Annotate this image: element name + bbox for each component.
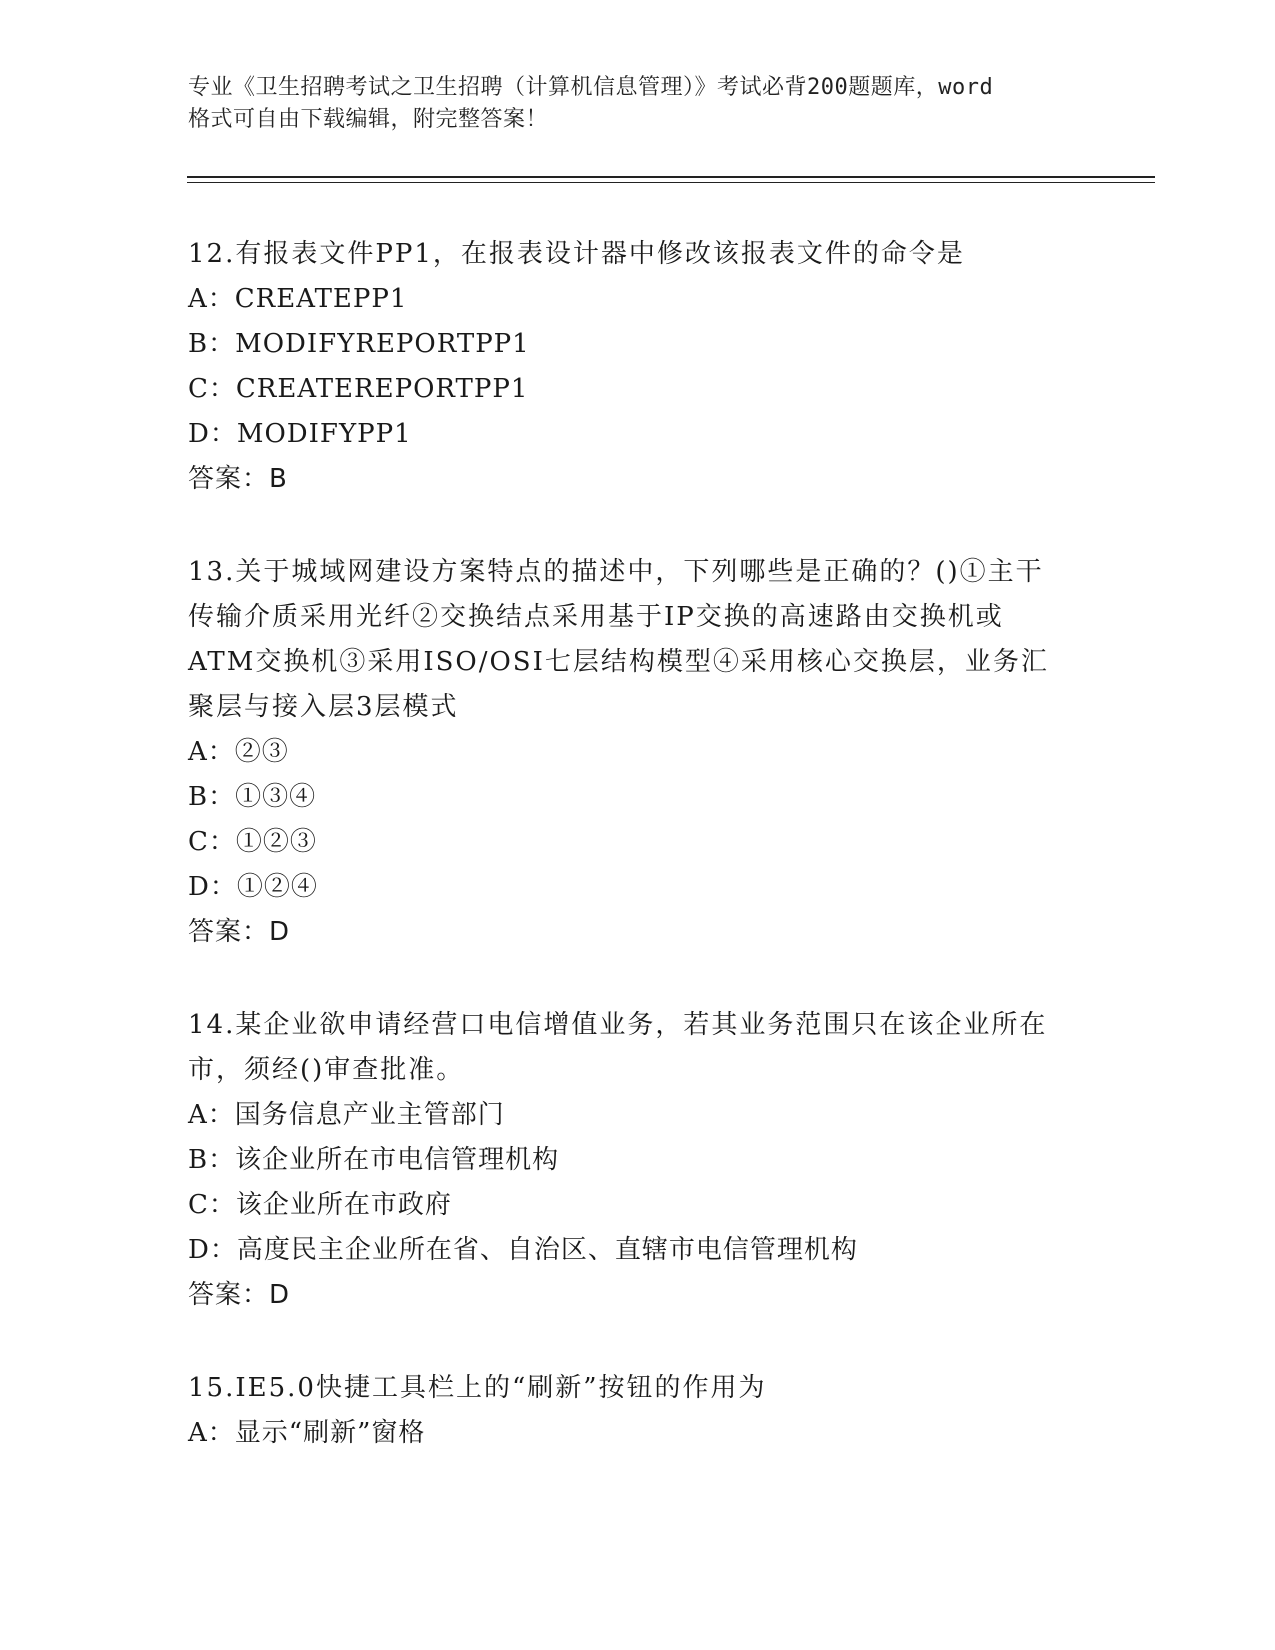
option-d: D：MODIFYPP1 [188, 419, 412, 449]
question-list [188, 232, 1088, 1504]
option-b: B：MODIFYREPORTPP1 [188, 329, 530, 359]
question-stem: ATM交换机③采用ISO/OSI七层结构模型④采用核心交换层，业务汇 [188, 647, 1049, 677]
question-stem: 聚层与接入层3层模式 [188, 692, 459, 722]
option-d: D：高度民主企业所在省、自治区、直辖市电信管理机构 [188, 1235, 858, 1265]
option-b: B：该企业所在市电信管理机构 [188, 1145, 560, 1175]
question-stem: 13.关于城域网建设方案特点的描述中，下列哪些是正确的？()①主干 [188, 557, 1044, 587]
answer-text: 答案：D [188, 917, 291, 947]
option-c: C：①②③ [188, 827, 317, 857]
header-divider-thin [187, 182, 1155, 183]
option-a: A：国务信息产业主管部门 [188, 1100, 505, 1130]
header-divider-thick [187, 176, 1155, 178]
question-item [188, 550, 1088, 955]
header-line-2: 格式可自由下载编辑，附完整答案！ [188, 107, 549, 132]
option-a: A：②③ [188, 737, 289, 767]
option-c: C：该企业所在市政府 [188, 1190, 452, 1220]
option-a: A：CREATEPP1 [188, 284, 408, 314]
option-a: A：显示“刷新”窗格 [188, 1418, 426, 1448]
option-c: C：CREATEREPORTPP1 [188, 374, 529, 404]
answer-text: 答案：B [188, 464, 288, 494]
question-item [188, 1366, 1088, 1456]
option-b: B：①③④ [188, 782, 317, 812]
question-stem: 15.IE5.0快捷工具栏上的“刷新”按钮的作用为 [188, 1373, 767, 1403]
header-line-1: 专业《卫生招聘考试之卫生招聘（计算机信息管理）》考试必背200题题库，word [188, 75, 994, 100]
question-stem: 14.某企业欲申请经营口电信增值业务，若其业务范围只在该企业所在 [188, 1010, 1048, 1040]
question-stem: 12.有报表文件PP1，在报表设计器中修改该报表文件的命令是 [188, 239, 965, 269]
question-stem: 传输介质采用光纤②交换结点采用基于IP交换的高速路由交换机或 [188, 602, 1004, 632]
question-item [188, 1003, 1088, 1318]
question-stem: 市，须经()审查批准。 [188, 1055, 465, 1085]
document-header [188, 72, 1088, 136]
question-item [188, 232, 1088, 502]
option-d: D：①②④ [188, 872, 318, 902]
answer-text: 答案：D [188, 1280, 291, 1310]
